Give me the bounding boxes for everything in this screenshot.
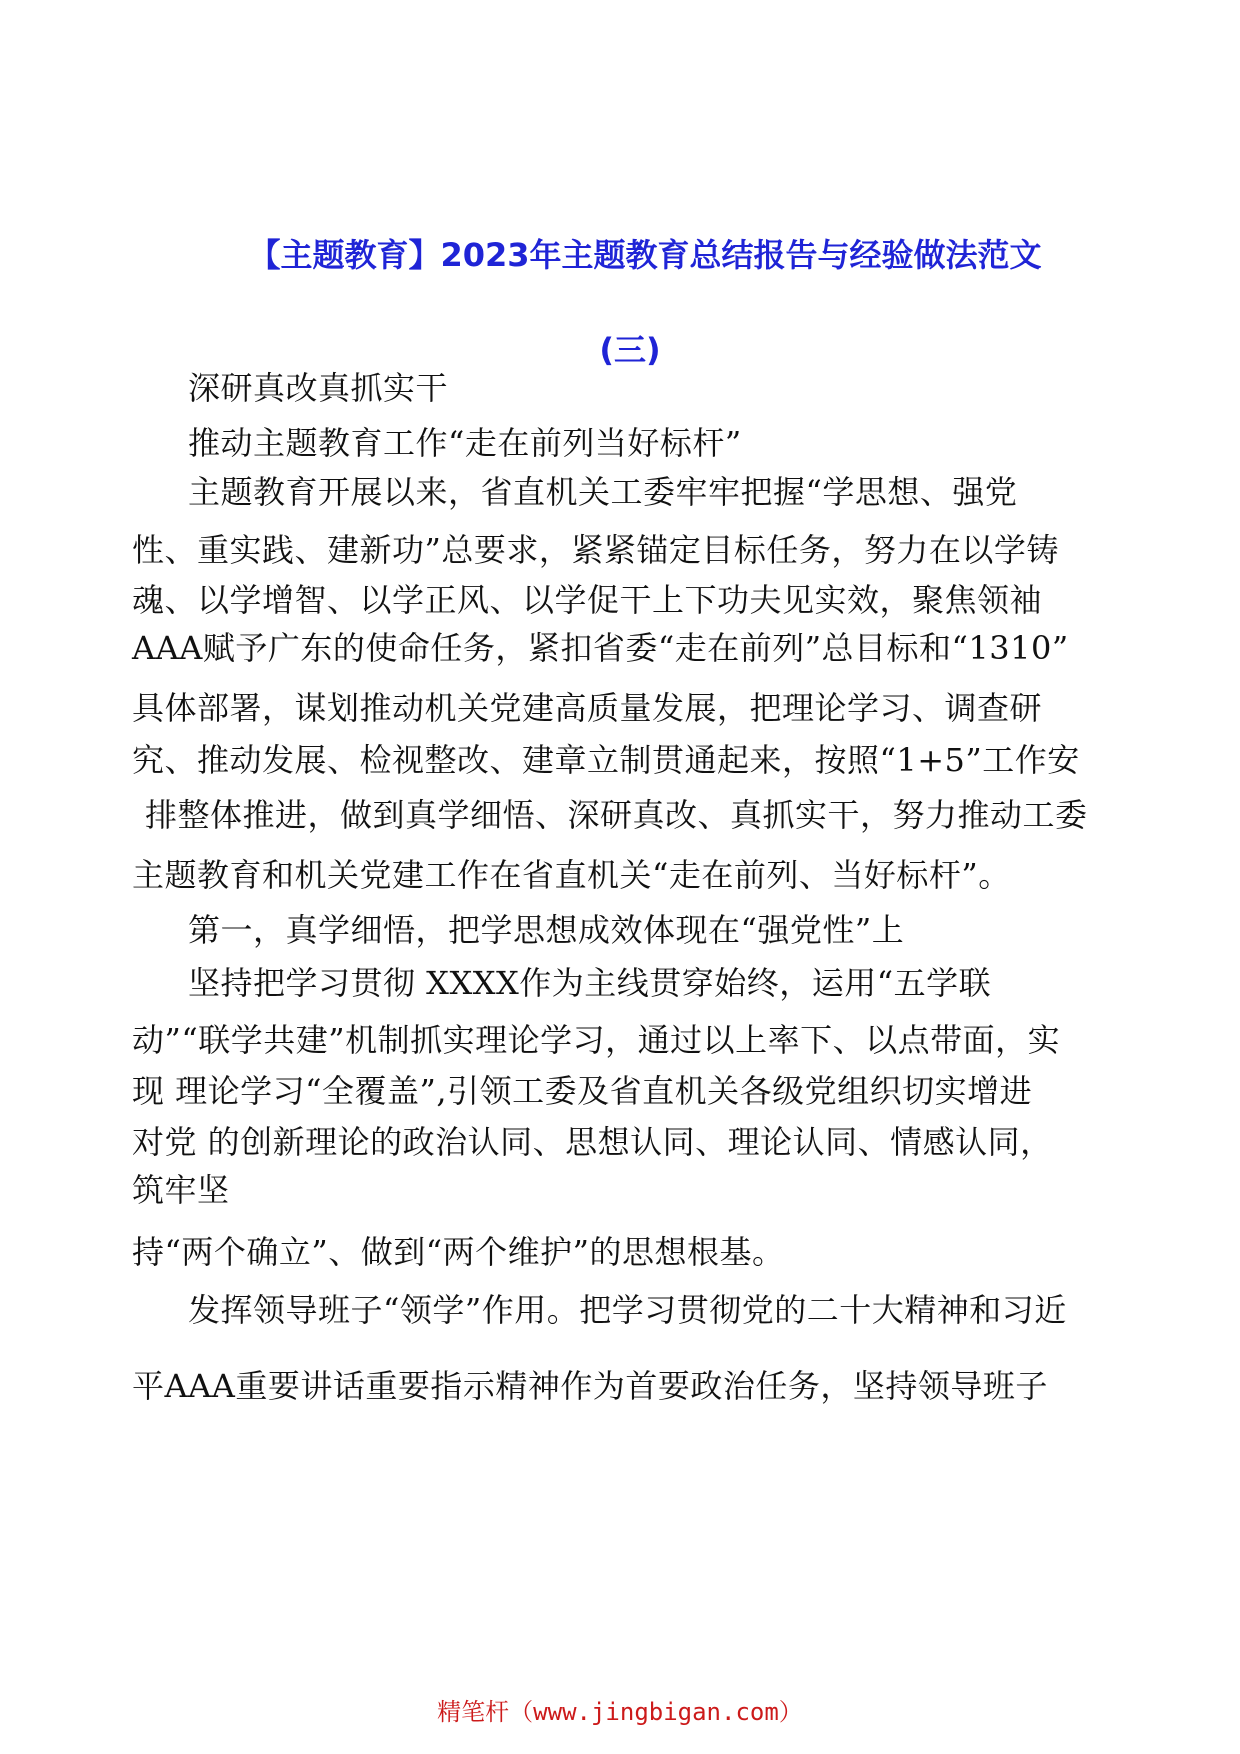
- body-line: 平AAA重要讲话重要指示精神作为首要政治任务，坚持领导班子: [132, 1367, 1048, 1405]
- body-line: 筑牢坚: [132, 1171, 230, 1209]
- document-title-line-1: 【主题教育】2023年主题教育总结报告与经验做法范文: [248, 236, 1042, 274]
- body-line: 具体部署，谋划推动机关党建高质量发展，把理论学习、调查研: [132, 689, 1043, 727]
- body-line: 排整体推进，做到真学细悟、深研真改、真抓实干，努力推动工委: [145, 796, 1088, 834]
- body-line: 主题教育和机关党建工作在省直机关“走在前列、当好标杆”。: [132, 856, 1011, 894]
- footer-watermark-link[interactable]: 精笔杆（www.jingbigan.com）: [437, 1698, 803, 1726]
- body-line: 动”“联学共建”机制抓实理论学习，通过以上率下、以点带面，实: [132, 1021, 1061, 1059]
- body-line: 现 理论学习“全覆盖”,引领工委及省直机关各级党组织切实增进: [132, 1072, 1033, 1110]
- body-line: 究、推动发展、检视整改、建章立制贯通起来，按照“1+5”工作安: [132, 741, 1080, 779]
- body-line: 推动主题教育工作“走在前列当好标杆”: [188, 424, 742, 462]
- body-line: 魂、以学增智、以学正风、以学促干上下功夫见实效，聚焦领袖: [132, 581, 1043, 619]
- body-line: 发挥领导班子“领学”作用。把学习贯彻党的二十大精神和习近: [188, 1291, 1067, 1329]
- body-line: AAA赋予广东的使命任务，紧扣省委“走在前列”总目标和“1310”: [132, 629, 1069, 667]
- body-line: 主题教育开展以来，省直机关工委牢牢把握“学思想、强党: [188, 473, 1018, 511]
- body-line: 第一，真学细悟，把学思想成效体现在“强党性”上: [188, 911, 905, 949]
- body-line: 对党 的创新理论的政治认同、思想认同、理论认同、情感认同，: [132, 1123, 1053, 1161]
- document-title-line-2: (三): [599, 331, 661, 369]
- body-line: 性、重实践、建新功”总要求，紧紧锚定目标任务，努力在以学铸: [132, 531, 1059, 569]
- body-line: 坚持把学习贯彻 XXXX作为主线贯穿始终，运用“五学联: [188, 964, 992, 1002]
- body-line: 持“两个确立”、做到“两个维护”的思想根基。: [132, 1233, 785, 1271]
- body-line: 深研真改真抓实干: [188, 369, 449, 407]
